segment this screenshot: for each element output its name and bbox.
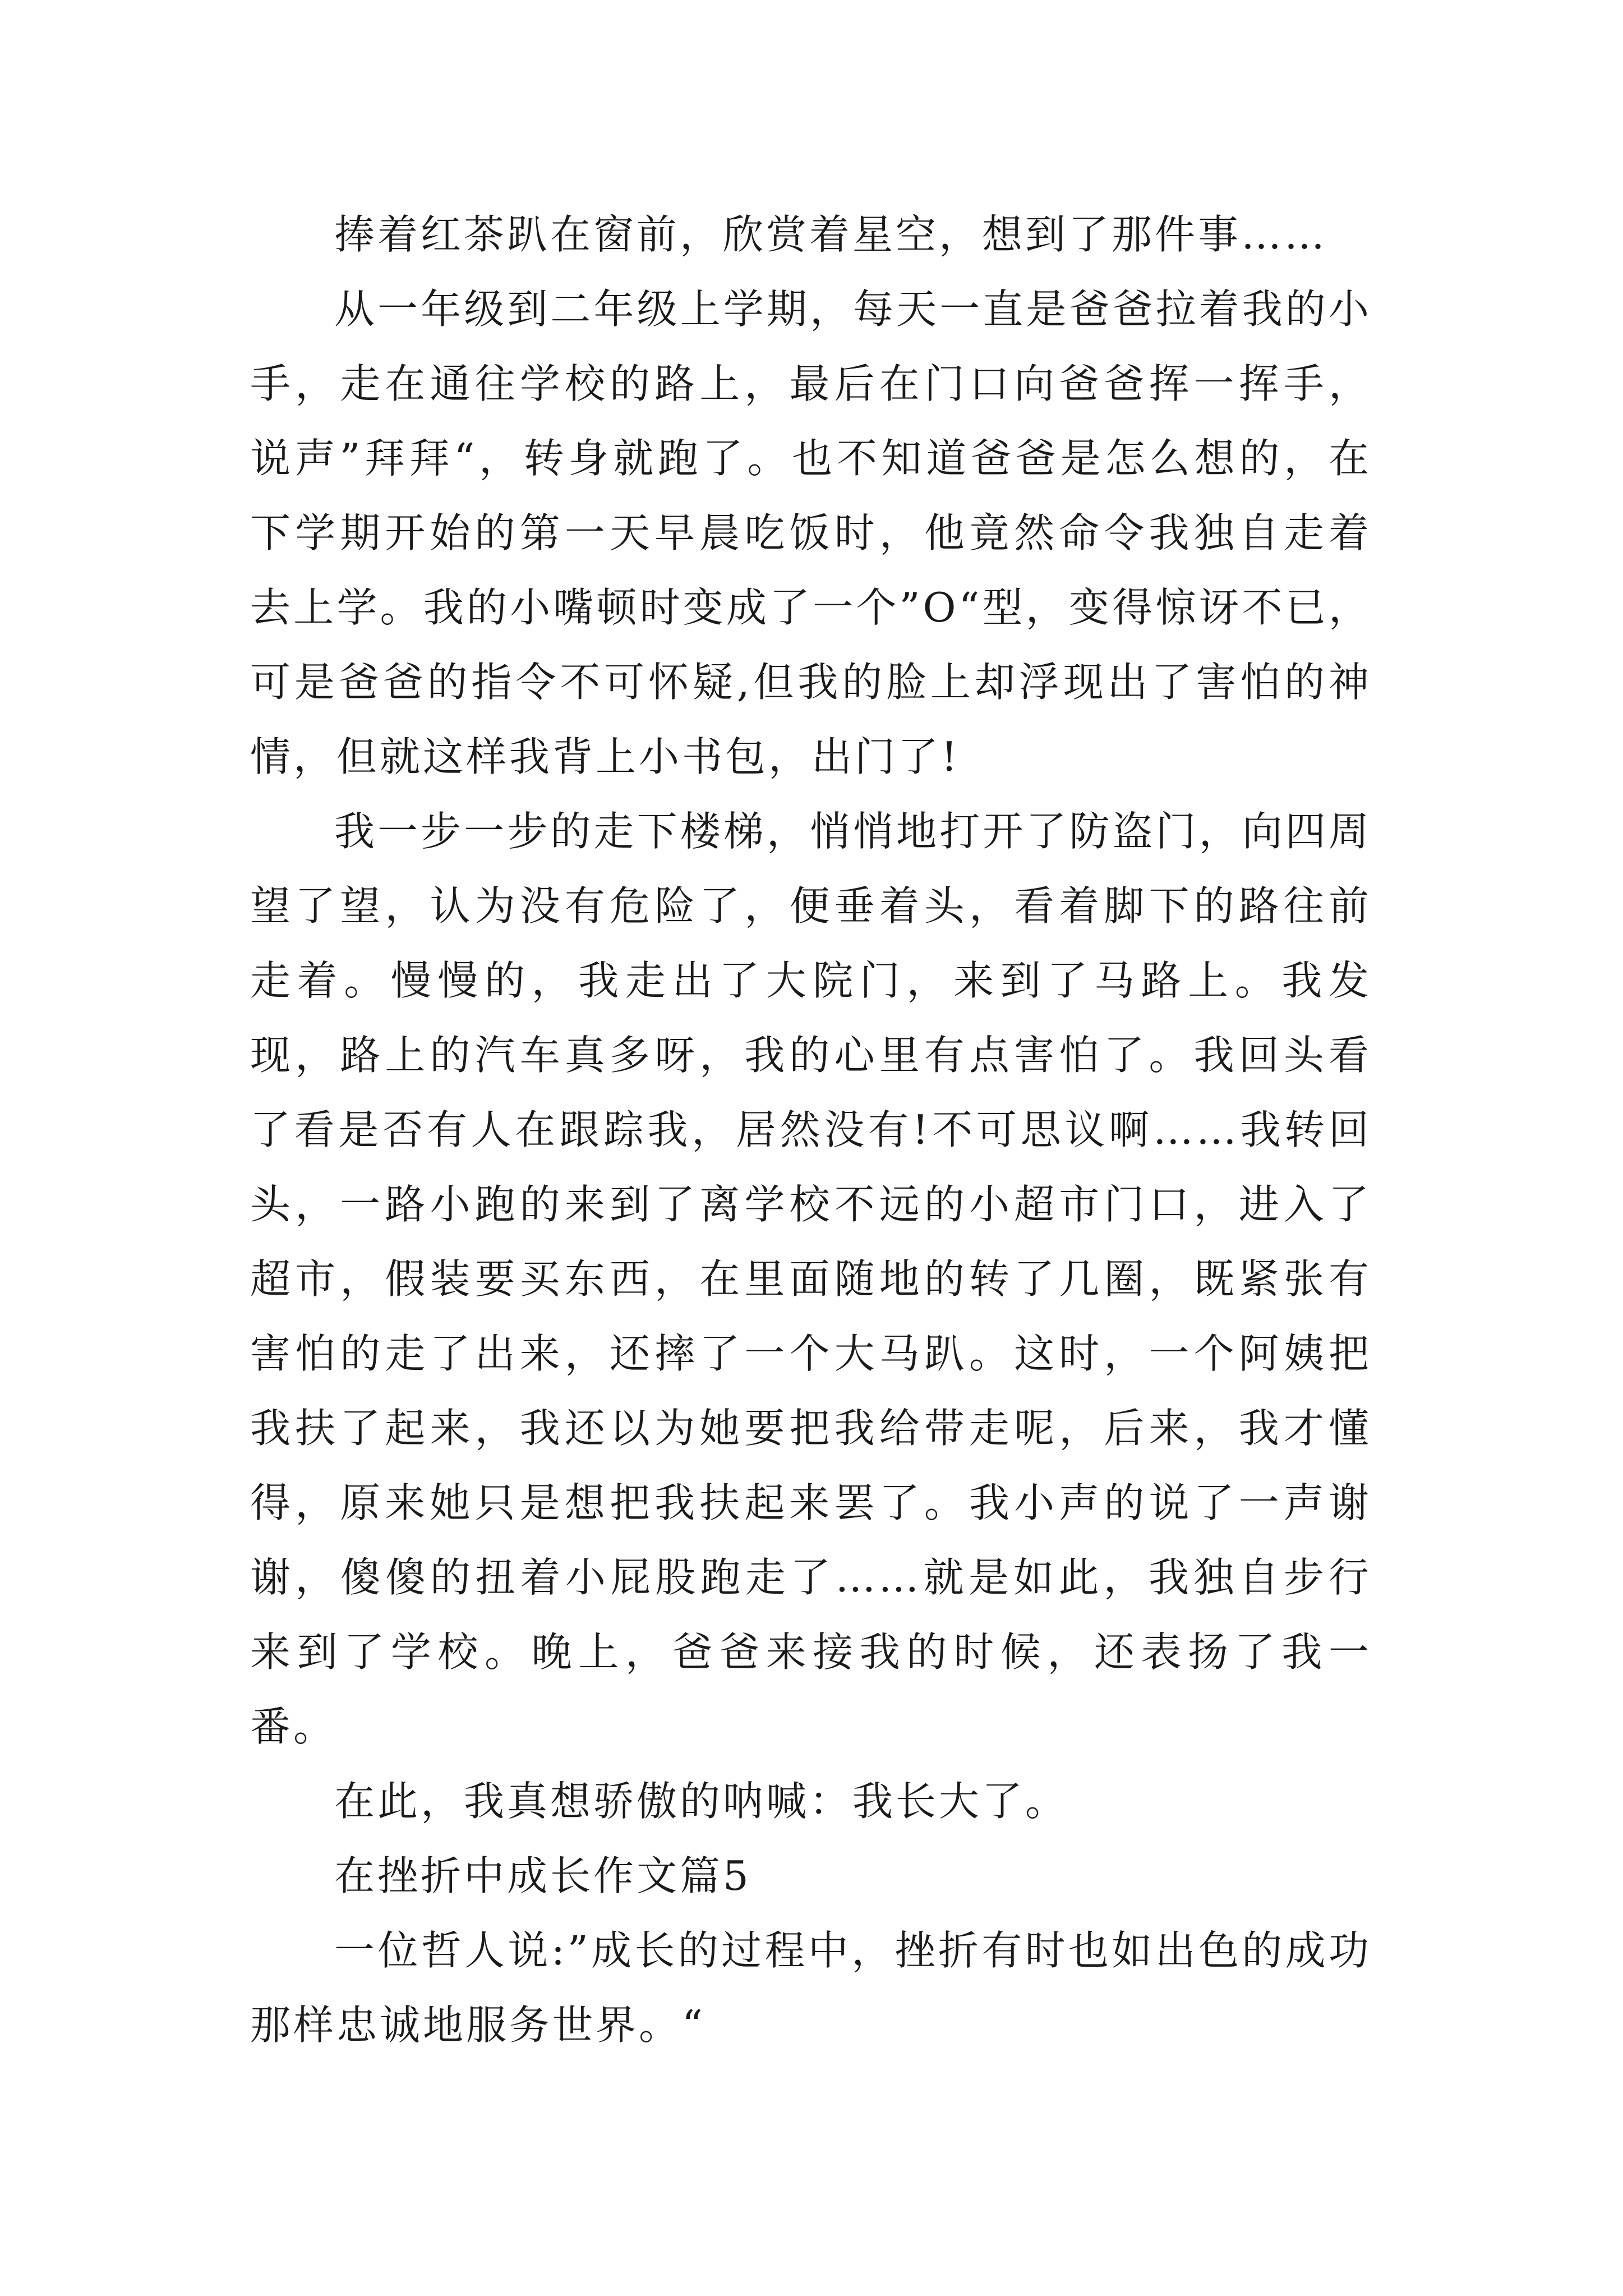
document-body (250, 197, 1372, 2063)
paragraph-going-to-school: 从一年级到二年级上学期，每天一直是爸爸拉着我的小手，走在通往学校的路上，最后在门口向爸爸挥一挥手，说声”拜拜“，转身就跑了。也不知道爸爸是怎么想的，在下学期开始的第一天早晨吃饭时，他竟然命令我独自走着去上学。我的小嘴顿时变成了一个”O“型，变得惊讶不已，可是爸爸的指令不可怀疑,但我的脸上却浮现出了害怕的神情，但就这样我背上小书包，出门了! (250, 286, 1372, 780)
paragraph-intro: 捧着红茶趴在窗前，欣赏着星空，想到了那件事…… (334, 211, 1328, 258)
paragraph-walking-alone: 我一步一步的走下楼梯，悄悄地打开了防盗门，向四周望了望，认为没有危险了，便垂着头，看着脚下的路往前走着。慢慢的，我走出了大院门，来到了马路上。我发现，路上的汽车真多呀，我的心里有点害怕了。我回头看了看是否有人在跟踪我，居然没有!不可思议啊……我转回头，一路小跑的来到了离学校不远的小超市门口，进入了超市，假装要买东西，在里面随地的转了几圈，既紧张有害怕的走了出来，还摔了一个大马趴。这时，一个阿姨把我扶了起来，我还以为她要把我给带走呢，后来，我才懂得，原来她只是想把我扶起来罢了。我小声的说了一声谢谢，傻傻的扭着小屁股跑走了……就是如此，我独自步行来到了学校。晚上，爸爸来接我的时候，还表扬了我一番。 (250, 808, 1372, 1750)
paragraph-quote: 一位哲人说:”成长的过程中，挫折有时也如出色的成功那样忠诚地服务世界。“ (250, 1927, 1372, 2049)
essay-title: 在挫折中成长作文篇5 (334, 1852, 751, 1899)
paragraph-grown-up: 在此，我真想骄傲的呐喊：我长大了。 (334, 1778, 1069, 1825)
